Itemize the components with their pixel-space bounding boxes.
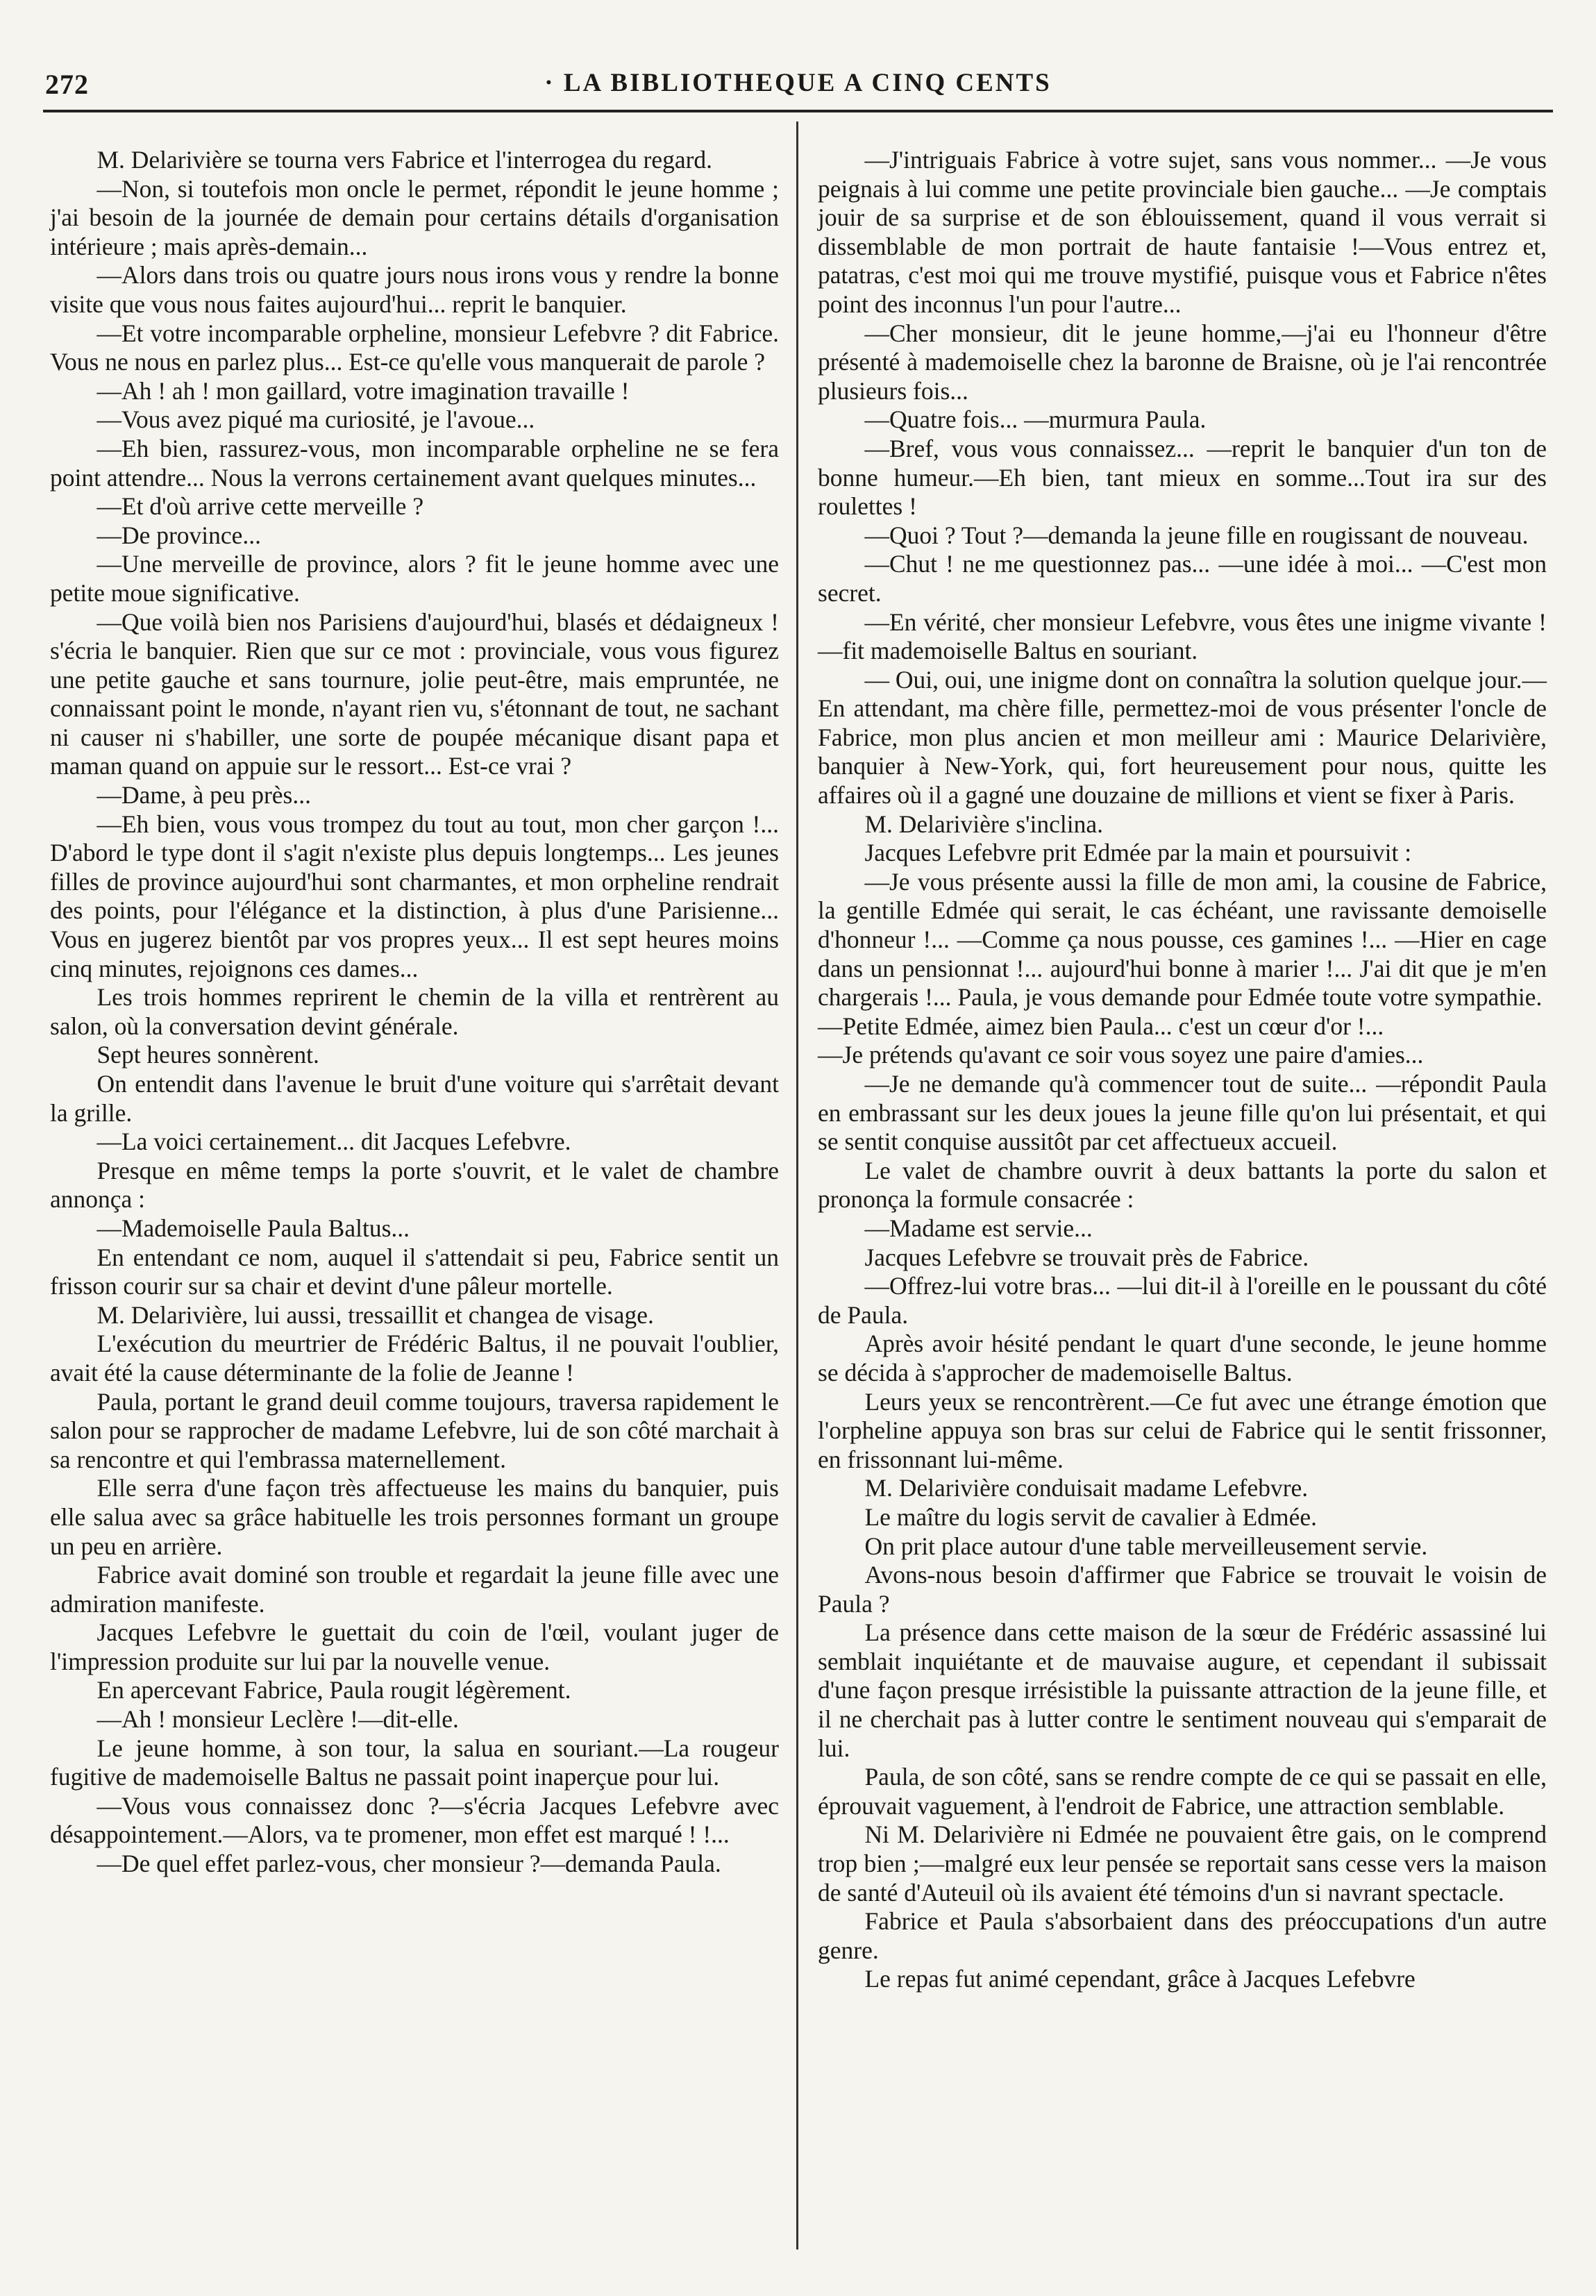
paragraph: On entendit dans l'avenue le bruit d'une voiture qui s'arrêtait devant la grille. <box>50 1070 779 1127</box>
paragraph: —Quatre fois... —murmura Paula. <box>864 405 1207 434</box>
paragraph: Paula, de son côté, sans se rendre compte de ce qui se passait en elle, éprouvait vaguement, à l'endroit de Fabrice, une attraction semblable. <box>818 1763 1547 1820</box>
paragraph: —Je prétends qu'avant ce soir vous soyez une paire d'amies... <box>818 1041 1424 1069</box>
paragraph: —Eh bien, rassurez-vous, mon incomparable orpheline ne se fera point attendre... Nous la verrons certainement avant quelques minutes... <box>50 434 779 492</box>
paragraph: Presque en même temps la porte s'ouvrit, et le valet de chambre annonça : <box>50 1156 779 1214</box>
paragraph: —Je vous présente aussi la fille de mon ami, la cousine de Fabrice, la gentille Edmée qui serait, le cas échéant, une ravissante demoiselle d'honneur !... —Comme ça nous pousse, ces gamines !... —Hier en cage dans un pensionnat !... aujourd'hui bonne à marier !... J'ai dit que je m'en chargerais !... Paula, je vous demande pour Edmée toute votre sympathie. <box>818 867 1547 1012</box>
paragraph: —Et d'où arrive cette merveille ? <box>96 492 424 521</box>
paragraph: —Une merveille de province, alors ? fit le jeune homme avec une petite moue significative. <box>50 550 779 607</box>
paragraph: —La voici certainement... dit Jacques Lefebvre. <box>96 1128 571 1156</box>
paragraph: Le jeune homme, à son tour, la salua en souriant.—La rougeur fugitive de mademoiselle Baltus ne passait point inaperçue pour lui. <box>50 1734 779 1791</box>
paragraph: M. Delarivière s'inclina. <box>864 810 1103 838</box>
paragraph: —Madame est servie... <box>864 1214 1093 1242</box>
column-divider <box>796 121 798 2249</box>
paragraph: —De province... <box>96 521 262 549</box>
paragraph: —Chut ! ne me questionnez pas... —une idée à moi... —C'est mon secret. <box>818 550 1547 607</box>
paragraph: Les trois hommes reprirent le chemin de la villa et rentrèrent au salon, où la conversation devint générale. <box>50 983 779 1040</box>
paragraph: Jacques Lefebvre se trouvait près de Fabrice. <box>864 1243 1309 1271</box>
paragraph: —Cher monsieur, dit le jeune homme,—j'ai eu l'honneur d'être présenté à mademoiselle chez la baronne de Braisne, où je l'ai rencontrée plusieurs fois... <box>818 319 1547 405</box>
paragraph: —Je ne demande qu'à commencer tout de suite... —répondit Paula en embrassant sur les deux joues la jeune fille qu'on lui présentait, et qui se sentit conquise aussitôt par cet affectueux accueil. <box>818 1070 1547 1156</box>
paragraph: Elle serra d'une façon très affectueuse les mains du banquier, puis elle salua avec sa grâce habituelle les trois personnes formant un groupe un peu en arrière. <box>50 1474 779 1560</box>
paragraph: Fabrice avait dominé son trouble et regardait la jeune fille avec une admiration manifeste. <box>50 1561 779 1618</box>
running-title: · LA BIBLIOTHEQUE A CINQ CENTS <box>544 69 1052 97</box>
paragraph: Le valet de chambre ouvrit à deux battants la porte du salon et prononça la formule consacrée : <box>818 1156 1547 1214</box>
paragraph: Ni M. Delarivière ni Edmée ne pouvaient être gais, on le comprend trop bien ;—malgré eux leur pensée se reportait sans cesse vers la maison de santé d'Auteuil où ils avaient été témoins d'un si navrant spectacle. <box>818 1820 1547 1907</box>
paragraph: On prit place autour d'une table merveilleusement servie. <box>864 1532 1428 1560</box>
paragraph: Après avoir hésité pendant le quart d'une seconde, le jeune homme se décida à s'approcher de mademoiselle Baltus. <box>818 1330 1547 1386</box>
paragraph: Fabrice et Paula s'absorbaient dans des préoccupations d'un autre genre. <box>818 1907 1547 1964</box>
paragraph: M. Delarivière, lui aussi, tressaillit et changea de visage. <box>96 1300 654 1329</box>
paragraph: —De quel effet parlez-vous, cher monsieur ?—demanda Paula. <box>96 1850 721 1878</box>
paragraph: —En vérité, cher monsieur Lefebvre, vous êtes une inigme vivante !—fit mademoiselle Baltus en souriant. <box>818 607 1547 665</box>
paragraph: —Alors dans trois ou quatre jours nous irons vous y rendre la bonne visite que vous nous faites aujourd'hui... reprit le banquier. <box>50 261 779 318</box>
paragraph: En apercevant Fabrice, Paula rougit légèrement. <box>96 1676 571 1704</box>
paragraph: —Et votre incomparable orpheline, monsieur Lefebvre ? dit Fabrice. Vous ne nous en parlez plus... Est-ce qu'elle vous manquerait de parole ? <box>50 319 779 376</box>
paragraph: —Petite Edmée, aimez bien Paula... c'est un cœur d'or !... <box>818 1012 1384 1040</box>
paragraph: Le repas fut animé cependant, grâce à Jacques Lefebvre <box>864 1965 1416 1993</box>
paragraph: Le maître du logis servit de cavalier à Edmée. <box>864 1502 1317 1531</box>
paragraph: —Que voilà bien nos Parisiens d'aujourd'hui, blasés et dédaigneux ! s'écria le banquier. Rien que sur ce mot : provinciale, vous vous figurez une petite gauche et sans tournure, jolie peut-être, mais empruntée, ne connaissant point le monde, n'ayant rien vu, s'étonnant de tout, ne sachant ni causer ni s'habiller, une sorte de poupée mécanique disant papa et maman quand on appuie sur le ressort... Est-ce vrai ? <box>50 607 779 780</box>
paragraph: —Mademoiselle Paula Baltus... <box>96 1214 410 1242</box>
paragraph: —Non, si toutefois mon oncle le permet, répondit le jeune homme ; j'ai besoin de la journée de demain pour certains détails d'organisation intérieure ; mais après-demain... <box>50 174 779 260</box>
paragraph: Jacques Lefebvre le guettait du coin de l'œil, voulant juger de l'impression produite sur lui par la nouvelle venue. <box>50 1618 779 1675</box>
paragraph: —Ah ! ah ! mon gaillard, votre imagination travaille ! <box>96 376 630 405</box>
left-column <box>50 146 779 1879</box>
paragraph: —Ah ! monsieur Leclère !—dit-elle. <box>96 1705 459 1734</box>
paragraph: La présence dans cette maison de la sœur de Frédéric assassiné lui semblait inquiétante et de mauvaise augure, et cependant il subissait d'une façon presque irrésistible la puissante attraction de la jeune fille, et il ne cherchait pas à lutter contre le sentiment nouveau qui s'emparait de lui. <box>818 1618 1547 1762</box>
paragraph: Avons-nous besoin d'affirmer que Fabrice se trouvait le voisin de Paula ? <box>818 1561 1547 1618</box>
paragraph: —Vous vous connaissez donc ?—s'écria Jacques Lefebvre avec désappointement.—Alors, va te promener, mon effet est marqué ! !... <box>50 1791 779 1849</box>
paragraph: Sept heures sonnèrent. <box>96 1041 319 1069</box>
paragraph: —Bref, vous vous connaissez... —reprit le banquier d'un ton de bonne humeur.—Eh bien, tant mieux en somme...Tout ira sur des roulettes ! <box>818 434 1547 521</box>
paragraph: Jacques Lefebvre prit Edmée par la main et poursuivit : <box>864 839 1412 867</box>
paragraph: Paula, portant le grand deuil comme toujours, traversa rapidement le salon pour se rapprocher de madame Lefebvre, lui de son côté marchait à sa rencontre et qui l'embrassa maternellement. <box>50 1387 779 1473</box>
page-number: 272 <box>45 69 89 100</box>
paragraph: En entendant ce nom, auquel il s'attendait si peu, Fabrice sentit un frisson courir sur sa chair et devint d'une pâleur mortelle. <box>50 1243 779 1300</box>
paragraph: M. Delarivière conduisait madame Lefebvre. <box>864 1474 1309 1502</box>
paragraph: L'exécution du meurtrier de Frédéric Baltus, il ne pouvait l'oublier, avait été la cause déterminante de la folie de Jeanne ! <box>50 1330 779 1386</box>
paragraph: —Vous avez piqué ma curiosité, je l'avoue... <box>96 405 535 434</box>
paragraph: — Oui, oui, une inigme dont on connaîtra la solution quelque jour.—En attendant, ma chère fille, permettez-moi de vous présenter l'oncle de Fabrice, mon plus ancien et mon meilleur ami : Maurice Delarivière, banquier à New-York, qui, fort heureusement pour nous, quitte les affaires où il a gagné une douzaine de millions et vient se fixer à Paris. <box>818 665 1547 810</box>
header-rule <box>43 110 1553 112</box>
paragraph: M. Delarivière se tourna vers Fabrice et l'interrogea du regard. <box>96 146 713 174</box>
paragraph: —Eh bien, vous vous trompez du tout au tout, mon cher garçon !... D'abord le type dont il s'agit n'existe plus depuis longtemps... Les jeunes filles de province aujourd'hui sont charmantes, et mon orpheline rendrait des points, pour l'élégance et la distinction, à plus d'une Parisienne... Vous en jugerez bientôt par vos propres yeux... Il est sept heures moins cinq minutes, rejoignons ces dames... <box>50 810 779 982</box>
right-column <box>818 146 1547 1994</box>
paragraph: —Dame, à peu près... <box>96 781 311 810</box>
paragraph: —Offrez-lui votre bras... —lui dit-il à l'oreille en le poussant du côté de Paula. <box>818 1272 1547 1329</box>
paragraph: —Quoi ? Tout ?—demanda la jeune fille en rougissant de nouveau. <box>864 521 1529 549</box>
paragraph: —J'intriguais Fabrice à votre sujet, sans vous nommer... —Je vous peignais à lui comme une petite provinciale bien gauche... —Je comptais jouir de sa surprise et de son éblouissement, quand il vous verrait si dissemblable de mon portrait de haute fantaisie !—Vous entrez et, patatras, c'est moi qui me trouve mystifié, puisque vous et Fabrice n'êtes point des inconnus l'un pour l'autre... <box>818 146 1547 318</box>
paragraph: Leurs yeux se rencontrèrent.—Ce fut avec une étrange émotion que l'orpheline appuya son bras sur celui de Fabrice qui le sentit frissonner, en frissonnant lui-même. <box>818 1387 1547 1473</box>
